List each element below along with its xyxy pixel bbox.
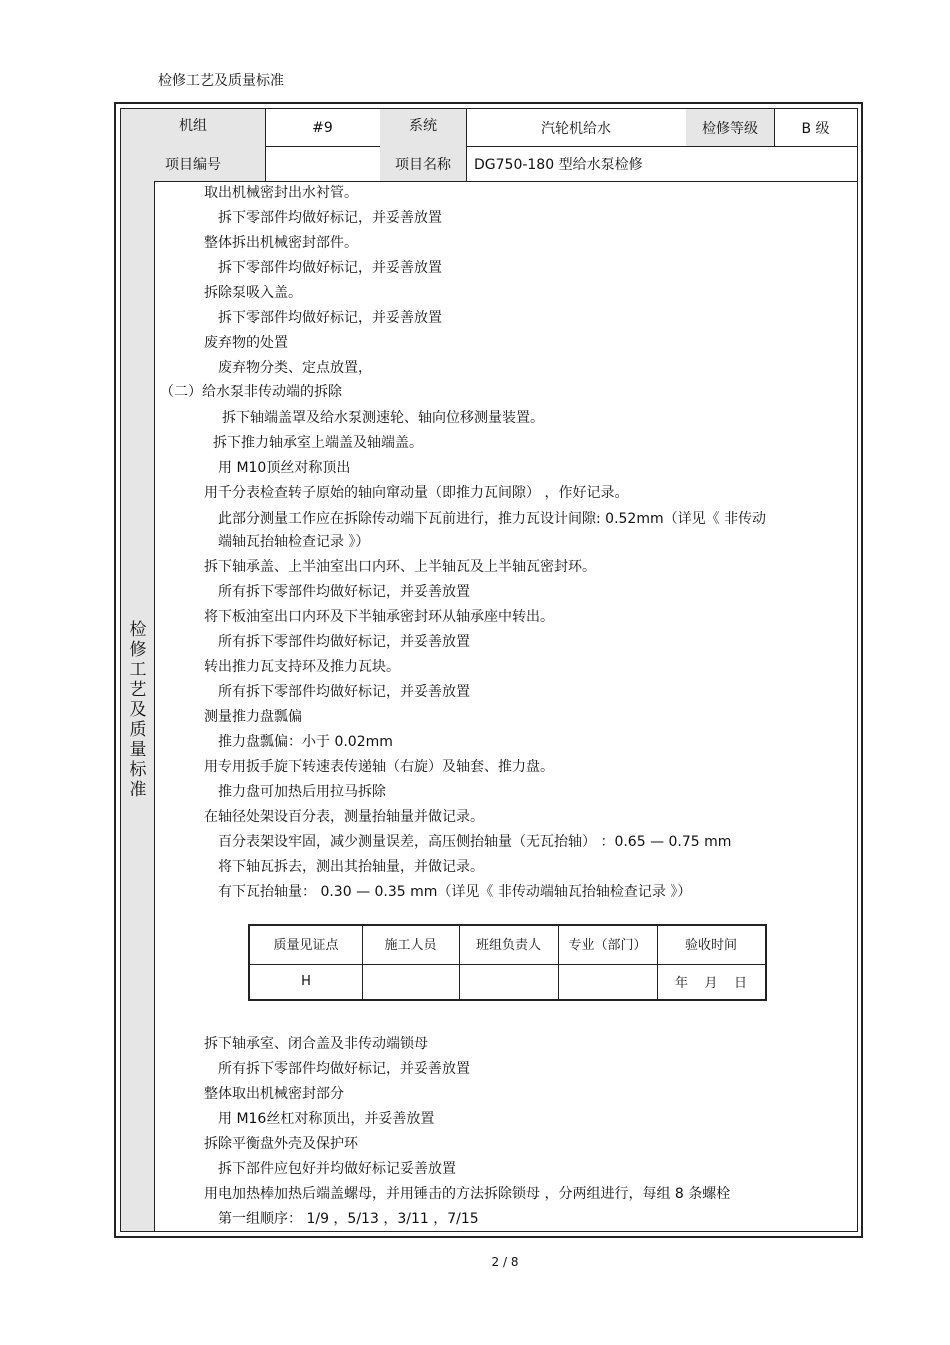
body-line: 所有拆下零部件均做好标记，并妥善放置 (218, 584, 470, 600)
body-line: 用千分表检查转子原始的轴向窜动量（即推力瓦间隙） ，作好记录。 (204, 485, 629, 501)
side-title: 检修工艺及质量标准 (129, 620, 147, 800)
body-line: 废弃物分类、定点放置， (218, 360, 372, 376)
body-line: 端轴瓦抬轴检查记录 》） (218, 534, 370, 550)
level-label: 检修等级 (686, 109, 775, 147)
system-value: 汽轮机给水 (466, 109, 687, 147)
table-header-cell: 专业（部门） (568, 938, 647, 953)
body-line: 所有拆下零部件均做好标记，并妥善放置 (218, 1061, 470, 1077)
table-cell: 年 月 日 (674, 976, 748, 991)
table-cell: H (301, 974, 311, 989)
unit-label: 机组 (121, 109, 266, 147)
table-cell (459, 964, 558, 999)
body-line: 拆下零部件均做好标记，并妥善放置 (218, 310, 442, 326)
body-line: 取出机械密封出水衬管。 (204, 185, 358, 201)
body-line: 测量推力盘瓢偏 (204, 709, 302, 725)
system-label: 系统 (380, 109, 467, 147)
page-number: 2 / 8 (491, 1255, 519, 1269)
table-header-cell: 班组负责人 (475, 938, 541, 953)
body-line: 拆除平衡盘外壳及保护环 (204, 1136, 358, 1152)
body-line: 所有拆下零部件均做好标记，并妥善放置 (218, 634, 470, 650)
table-header-cell: 施工人员 (384, 938, 437, 953)
level-value: B 级 (774, 109, 857, 147)
body-line: 用电加热棒加热后端盖螺母，并用锤击的方法拆除锁母 ，分两组进行，每组 8 条螺栓 (204, 1186, 731, 1202)
body-line: 所有拆下零部件均做好标记，并妥善放置 (218, 684, 470, 700)
table-header-cell: 质量见证点 (273, 938, 339, 953)
body-line: 拆下零部件均做好标记，并妥善放置 (218, 260, 442, 276)
section-heading: （二）给水泵非传动端的拆除 (160, 384, 342, 400)
body-line: 第一组顺序： 1/9 ，5/13 ，3/11 ，7/15 (218, 1211, 479, 1227)
item-name-value: DG750-180 型给水泵检修 (466, 146, 857, 182)
body-line: 在轴径处架设百分表，测量抬轴量并做记录。 (204, 809, 484, 825)
body-line: 整体取出机械密封部分 (204, 1086, 344, 1102)
body-line: 拆除泵吸入盖。 (204, 285, 302, 301)
body-line: 有下瓦抬轴量： 0.30 — 0.35 mm（详见《 非传动端轴瓦抬轴检查记录 》） (218, 884, 692, 900)
item-no-value (265, 146, 381, 182)
page-header: 检修工艺及质量标准 (158, 73, 284, 89)
table-header-cell: 验收时间 (684, 938, 737, 953)
body-line: 将下板油室出口内环及下半轴承密封环从轴承座中转出。 (204, 609, 554, 625)
body-line: 拆下轴承盖、上半油室出口内环、上半轴瓦及上半轴瓦密封环。 (204, 559, 596, 575)
body-line: 转出推力瓦支持环及推力瓦块。 (204, 659, 400, 675)
item-name-label: 项目名称 (380, 146, 467, 182)
body-line: 用 M16丝杠对称顶出，并妥善放置 (218, 1111, 435, 1127)
body-line: 废弃物的处置 (204, 335, 288, 351)
table-cell (362, 964, 459, 999)
table-cell (558, 964, 657, 999)
body-line: 拆下轴端盖罩及给水泵测速轮、轴向位移测量装置。 (222, 410, 544, 426)
body-line: 用 M10顶丝对称顶出 (218, 460, 351, 476)
item-no-label: 项目编号 (121, 146, 266, 182)
body-line: 拆下轴承室、闭合盖及非传动端锁母 (204, 1036, 428, 1052)
body-line: 用专用扳手旋下转速表传递轴（右旋）及轴套、推力盘。 (204, 759, 554, 775)
body-line: 推力盘可加热后用拉马拆除 (218, 784, 386, 800)
unit-value: #9 (265, 109, 381, 147)
body-line: 此部分测量工作应在拆除传动端下瓦前进行，推力瓦设计间隙: 0.52mm（详见《 非传动 (218, 511, 767, 527)
body-line: 将下轴瓦拆去，测出其抬轴量，并做记录。 (218, 859, 484, 875)
body-line: 拆下推力轴承室上端盖及轴端盖。 (213, 435, 423, 451)
body-line: 整体拆出机械密封部件。 (204, 235, 358, 251)
body-line: 拆下零部件均做好标记，并妥善放置 (218, 210, 442, 226)
body-line: 推力盘瓢偏：小于 0.02mm (218, 734, 393, 750)
sign-off-table (248, 924, 767, 1001)
body-line: 百分表架设牢固，减少测量误差，高压侧抬轴量（无瓦抬轴） ：0.65 — 0.75 mm (218, 834, 732, 850)
body-line: 拆下部件应包好并均做好标记妥善放置 (218, 1161, 456, 1177)
